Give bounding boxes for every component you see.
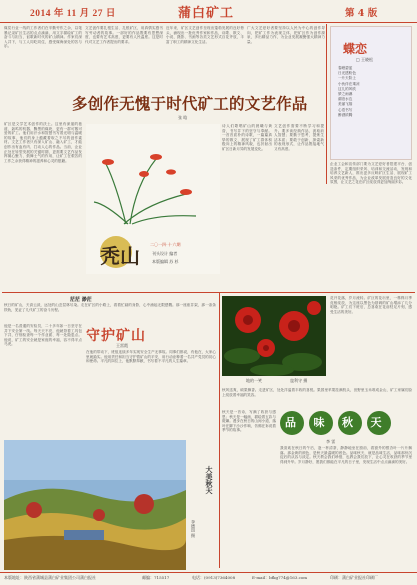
poem-line: 春眠碧蓝: [338, 66, 353, 70]
footer-postcode: 邮编：715517: [142, 575, 170, 580]
poster-credit: 本版编辑 苏 杉: [152, 259, 179, 264]
section-title-taste: 品味秋天: [285, 416, 399, 429]
footer-address: 本版地址：陕西省蒲城县蒲白矿业集团公司蒲白报社: [4, 575, 96, 580]
section-author-guard: 王雷霞: [116, 343, 128, 348]
article-text-block: 煤炭行业一线的工作者们在辛勤劳作之余，以笔墨记录矿区生活的点点滴滴，用文字描绘矿工的奋斗与担当，讴歌新时代的矿山精神。作家们深入井下，与工人同吃同住，感受煤海深处的苦与乐。: [4, 26, 82, 49]
poem-line: 醉酒浓腾: [338, 112, 353, 117]
poem-title: 蝶恋: [343, 42, 368, 56]
footer-press: 印刷：蒲白矿业报社印刷厂: [330, 575, 378, 580]
poem-line: 美丽飞翔: [338, 102, 353, 107]
poem-line: 心语书写: [338, 107, 353, 112]
small-article-title: 茫茫 渺茫: [70, 297, 92, 303]
poem-lines: [338, 66, 406, 118]
poem-line: 湖泊水边: [338, 97, 353, 102]
poem-line: 一片天阶上: [338, 76, 356, 81]
poem-line: 这儿的风吹: [338, 86, 356, 91]
flowers-photo: [222, 296, 326, 376]
poster-title: 秃山: [100, 244, 140, 268]
article-text-block: 我喜欢在秋日的午后，泡一杯清茶，静静地坐在窗前，看窗外的银杏叶一片片飘落。那金黄的颜色，是秋天最温暖的底色。品味秋天，就是品味生活，品味那份沉淀后的从容与淡定。秋天教会我们珍惜，也教会我们放下，让心灵在收获的季节里得到升华。岁月静好，愿我们都能在平凡的日子里，发现生活中点点滴滴的美好。: [280, 446, 412, 464]
footer-phone: 电话：(0913)7364008: [192, 575, 236, 580]
poem-line: 小伙伴在乘凉: [338, 81, 360, 86]
article-text-block: 花开花落，岁月流转。矿区的花坛里，一株株月季竞相绽放，为这座以黑色为基调的矿山增添了几分明艳。矿工们下班后，总喜欢在花前驻足片刻，感受生活的美好。: [330, 296, 412, 314]
edition-number: 第 4 版: [345, 8, 378, 19]
column-divider: [219, 292, 220, 568]
article-text-block: 近年来，矿区文艺创作呈现出蓬勃发展的良好势头，涌现出一批优秀作家和作品，诗歌、散文、小说、摄影、书画等各类文艺形式百花齐放，丰富了职工的精神文化生活。: [166, 26, 244, 44]
article-text-block: 广大文艺爱好者要坚持以人民为中心的创作导向，把矿工作为表现主体，把矿区作为创作源泉，多出精品力作，为企业发展凝聚强大精神力量。: [247, 26, 325, 44]
section-author-taste: 李 雷: [326, 439, 336, 444]
masthead-title: 蒲白矿工: [178, 6, 235, 21]
column-divider: [326, 24, 327, 184]
landscape-caption: 大美秋天: [205, 466, 214, 494]
poster-subtitle: 刊头设计 编者: [152, 251, 178, 256]
poem-line: 梦之雨淋: [338, 92, 353, 97]
landscape-photo: [4, 440, 186, 570]
article-text-block: 他是一名普通的安检员，二十多年如一日坚守在井下安全第一线。每天天不亮，他就背着工具包下井，仔细检查每一个作业面、每一处隐患点。他说，矿工的安全就是家庭的幸福，容不得半点马虎。: [4, 324, 82, 347]
flowers-credit: 寇利守 摄: [290, 378, 308, 383]
poem-author: □ 王晓松: [356, 57, 374, 62]
section-title-guard: 守护矿山: [86, 328, 146, 344]
headline-author: 张 晗: [178, 115, 188, 120]
article-text-block: 文艺创作要扎根生活、扎根矿区，用真情实感书写劳动者的故事。一部好的作品既要有思想深度，也要有艺术高度，更要有人民温度。这是时代对文艺工作者提出的要求。: [85, 26, 163, 44]
landscape-credit: 李德国 摄: [191, 520, 196, 538]
article-text-block: 文艺创作需要不断学习和提升。要多读经典作品，汲取前人智慧；要勤于思考，提炼生活本质；要敢于创新，探索新的表现形式，让作品既接地气又有高度。: [274, 124, 324, 151]
footer-email: E-mail：bfkg774@163.com: [252, 575, 308, 580]
poem-line: 日光透粉色: [338, 71, 356, 76]
article-text-block: 秋日的矿山，天高云淡，远处的山峦层林尽染。走在矿区的小路上，看着忙碌的身影，心中涌起无限感慨。那一座座井架，那一条条铁轨，见证了几代矿工的奋斗历程。: [4, 303, 216, 312]
article-text-block: 企业工会和宣传部门要为文艺爱好者搭建平台、创造条件，定期组织采风、培训和交流活动，发现和培养文艺新人，推出更多反映矿区生活、展现矿工风采的优秀作品，为企业改革发展营造良好的文化氛围，让文艺之花在矿区绽放得更加绚丽多彩。: [330, 162, 412, 185]
main-headline: 多创作无愧于时代矿工的文艺作品: [72, 95, 308, 113]
section-divider: [2, 292, 415, 293]
article-text-block: 诗人们歌唱矿山的晨曦与黄昏，书写井下的坚守与奉献。一首首质朴的诗歌，一篇篇真挚的散文，展现了矿工群体积极向上的精神风貌，也折射出矿区日新月异的发展变化。: [222, 124, 272, 151]
article-text-block: 秋风送爽，硕果飘香。走进矿区，处处洋溢着丰收的喜悦。果园里苹果挂满枝头，田野里玉米堆成金山，矿工家属们脸上绽放着幸福的笑容。: [222, 388, 412, 397]
article-text-block: 矿区是文学艺术创作的沃土。这里有深邃的巷道、轰鸣的机器、黝黑的煤块，更有一群可敬可爱的矿工。他们用汗水和智慧书写着光明与温暖的故事，他们的身上蕴藏着取之不尽的创作素材。文艺工作者只有深入矿山、融入矿工，才能创作出有血有肉、打动人心的作品。当前，企业正处在转型发展的关键时期，更需要文艺作品发挥凝心聚力、鼓舞士气的作用，让矿工在艰苦的工作之余获得精神的滋养和心灵的慰藉。: [4, 122, 82, 163]
flowers-caption: 地的一笑: [246, 378, 262, 383]
article-text-block: 秋天是一首诗，写满了收获与感恩；秋天是一幅画，描绘着五彩与斑斓。漫步在秋日的山间小道，落叶在脚下沙沙作响，仿佛在诉说着季节的故事。: [222, 410, 276, 433]
issue-date: 2014 年 11 月 27 日: [30, 9, 116, 19]
poster-caption: 二〇一四·十·六期: [150, 242, 181, 247]
article-text-block: 在他的带动下，班组连续多年实现安全生产无事故。同事们都说，有他在，大家心里就踏实。他用责任和担当守护着矿山的平安，用行动诠释着一名共产党员的初心和使命。平凡的岗位上，他默默奉献，书写着不平凡的人生篇章。: [86, 350, 216, 364]
